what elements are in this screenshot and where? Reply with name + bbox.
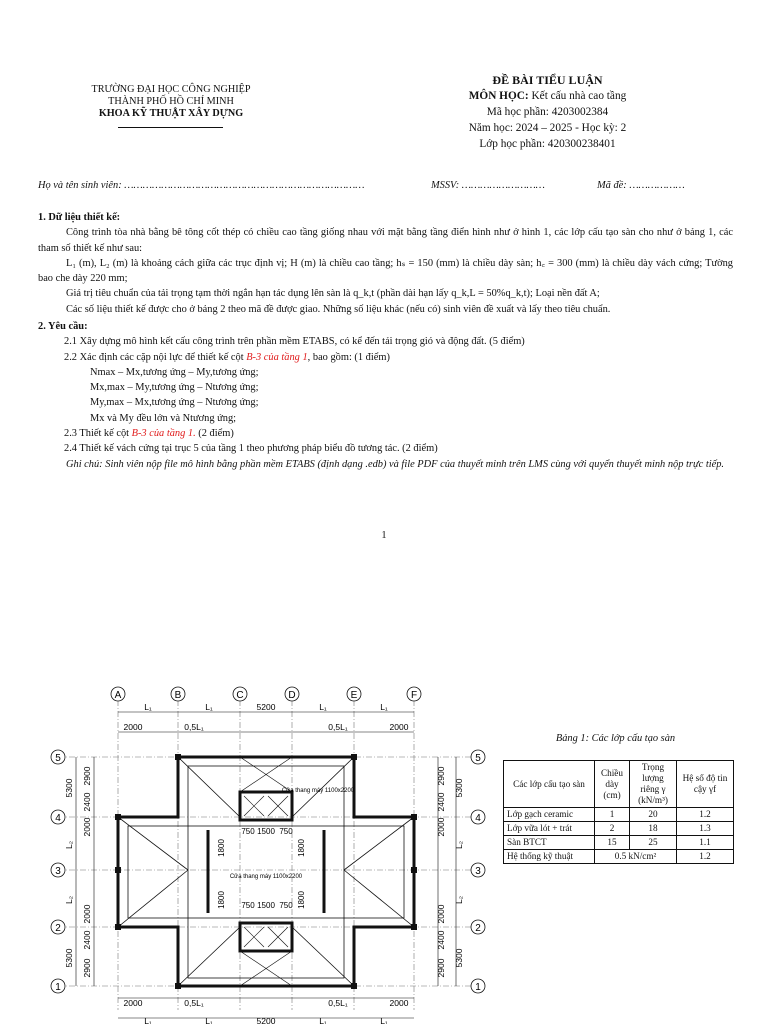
section1-paragraph4: Các số liệu thiết kế được cho ở bảng 2 theo mã đề được giao. Những số liệu khác (nếu có) sinh viên đề xuất và lấy theo tiêu chuẩn. <box>66 303 611 315</box>
force-pair-1: Nmax – Mx,tương ứng – My,tương ứng; <box>90 366 259 378</box>
bottom-span-1: L₁ <box>144 1016 152 1024</box>
left-dim-2900-bottom: 2900 <box>82 958 92 978</box>
top-offset-3: 0,5L₁ <box>328 722 348 732</box>
th-layer: Các lớp cấu tạo sàn <box>504 761 595 808</box>
core-dim-750-left-upper: 750 <box>241 827 255 836</box>
axis-2-left-label: 2 <box>55 923 61 934</box>
bottom-offset-4: 2000 <box>389 998 409 1008</box>
top-span-3: 5200 <box>256 702 276 712</box>
cell-layer: Lớp gạch ceramic <box>504 808 595 822</box>
axis-3-left-label: 3 <box>55 866 61 877</box>
left-dim-l2-lower: L₂ <box>64 895 74 905</box>
cell-layer: Hệ thống kỹ thuật <box>504 850 595 864</box>
axis-2-right-label: 2 <box>475 923 481 934</box>
top-offset-4: 2000 <box>389 722 409 732</box>
left-dim-5300-bottom: 5300 <box>64 948 74 968</box>
core-height-lower-left: 1800 <box>217 891 226 909</box>
axis-bubbles-top <box>111 687 421 701</box>
class-code: Lớp học phần: 420300238401 <box>479 138 616 150</box>
course-code: Mã học phần: 4203002384 <box>486 106 609 118</box>
requirement-2-4: 2.4 Thiết kế vách cứng tại trục 5 của tầng 1 theo phương pháp biểu đồ tương tác. (2 điểm) <box>64 443 438 455</box>
section1-paragraph3: Giá trị tiêu chuẩn của tải trọng tạm thời ngắn hạn tác dụng lên sàn là q_k,t (phần dài hạn lấy q_k,L = 50%q_k,t); Loại nền đất A; <box>66 288 600 300</box>
top-span-1: L₁ <box>144 702 152 712</box>
core-dim-750-left-lower: 750 <box>241 901 255 910</box>
requirement-2-1: 2.1 Xây dựng mô hình kết cấu công trình trên phần mềm ETABS, có kể đến tải trọng gió và động đất. (5 điểm) <box>64 336 525 348</box>
bottom-span-4: L₁ <box>319 1016 327 1024</box>
student-name-field[interactable]: Họ và tên sinh viên: …………………………………………………………………… <box>38 180 365 191</box>
force-pair-3: My,max – Mx,tương ứng – Ntương ứng; <box>90 397 259 409</box>
bottom-span-2: L₁ <box>205 1016 213 1024</box>
top-dimension-labels <box>124 702 409 1024</box>
axis-5-right-label: 5 <box>475 753 481 764</box>
subject-label: MÔN HỌC: <box>468 90 529 102</box>
exam-block <box>440 72 655 152</box>
bottom-span-3: 5200 <box>256 1016 276 1024</box>
left-dim-2900-top: 2900 <box>82 766 92 786</box>
axis-f-label: F <box>410 690 418 701</box>
cell-factor: 1.2 <box>677 850 734 864</box>
left-dim-2000-top: 2000 <box>82 817 92 837</box>
axis-a-label: A <box>114 690 122 701</box>
core-height-lower-right: 1800 <box>297 891 306 909</box>
bottom-offset-2: 0,5L₁ <box>184 998 204 1008</box>
section2-heading: 2. Yêu cầu: <box>38 321 88 332</box>
exam-title: ĐỀ BÀI TIỂU LUẬN <box>492 73 603 87</box>
force-pair-4: Mx và My đều lớn và Ntương ứng; <box>90 412 237 424</box>
cell-factor: 1.3 <box>677 822 734 836</box>
columns <box>115 754 417 989</box>
cell-layer: Lớp vữa lót + trát <box>504 822 595 836</box>
section1-paragraph1: Công trình tòa nhà bằng bê tông cốt thép có chiều cao tầng giống nhau với mặt bằng tầng điển hình như ở hình 1, các lớp cấu tạo sàn cho như ở bảng 1, các tham số thiết kế như sau: <box>38 227 733 254</box>
cell-weight: 18 <box>630 822 677 836</box>
axis-d-label: D <box>288 690 296 701</box>
axis-c-label: C <box>236 690 244 701</box>
cell-thickness: 2 <box>595 822 630 836</box>
school-name-line2: THÀNH PHỐ HỒ CHÍ MINH <box>108 96 234 107</box>
cell-weight: 20 <box>630 808 677 822</box>
requirement-2-2 <box>38 350 733 365</box>
bottom-span-5: L₁ <box>380 1016 388 1024</box>
core-dim-750-right-lower: 750 <box>279 901 293 910</box>
right-dim-l2-upper: L₂ <box>454 840 464 850</box>
section-design-data <box>38 210 733 317</box>
right-dim-2000-top: 2000 <box>436 817 446 837</box>
section1-heading: 1. Dữ liệu thiết kế: <box>38 212 121 223</box>
right-dim-l2-lower: L₂ <box>454 895 464 905</box>
axis-1-left-label: 1 <box>55 982 61 993</box>
top-span-4: L₁ <box>319 702 327 712</box>
table-row <box>504 836 734 850</box>
subject-line <box>440 88 655 104</box>
elevator-door-upper: Cửa thang máy 1100x2200 <box>281 788 355 794</box>
requirement-2-2-text: 2.2 Xác định các cặp nội lực để thiết kế cột <box>64 351 247 363</box>
core-dim-1500-lower: 1500 <box>257 901 275 910</box>
column-b3-ref-2: B-3 của tầng 1. <box>131 428 196 440</box>
left-dim-5300-top: 5300 <box>64 778 74 798</box>
cell-weight: 25 <box>630 836 677 850</box>
school-block <box>55 84 287 120</box>
core-height-upper-right: 1800 <box>297 839 306 857</box>
requirement-2-2-points: , bao gồm: (1 điểm) <box>307 351 390 363</box>
school-year: Năm học: 2024 – 2025 - Học kỳ: 2 <box>468 122 627 134</box>
table-row <box>504 850 734 864</box>
table1-caption: Bảng 1: Các lớp cấu tạo sàn <box>555 733 676 744</box>
left-dim-2000-bottom: 2000 <box>82 904 92 924</box>
table-row <box>504 808 734 822</box>
right-dim-5300-top: 5300 <box>454 778 464 798</box>
cell-layer: Sàn BTCT <box>504 836 595 850</box>
core-dim-1500-upper: 1500 <box>257 827 275 836</box>
th-unit-weight: Trọng lượng riêng γ (kN/m³) <box>630 761 677 808</box>
cell-factor: 1.1 <box>677 836 734 850</box>
column-b3-ref: B-3 của tầng 1 <box>246 351 308 363</box>
right-dim-5300-bottom: 5300 <box>454 948 464 968</box>
bottom-offset-1: 2000 <box>123 998 143 1008</box>
page-number: 1 <box>381 530 387 541</box>
submission-note: Ghi chú: Sinh viên nộp file mô hình bằng phần mềm ETABS (định dạng .edb) và file PDF của thuyết minh trên LMS cùng với quyển thuyết minh nộp trực tiếp. <box>66 458 724 470</box>
elevator-door-lower: Cửa thang máy 1100x2200 <box>229 874 303 880</box>
faculty-name: KHOA KỸ THUẬT XÂY DỰNG <box>98 108 244 119</box>
th-thickness: Chiều dày (cm) <box>595 761 630 808</box>
right-dim-2000-bottom: 2000 <box>436 904 446 924</box>
left-dim-2400-top: 2400 <box>82 792 92 812</box>
axis-3-right-label: 3 <box>475 866 481 877</box>
cell-tech-load: 0.5 kN/cm² <box>595 850 677 864</box>
top-span-2: L₁ <box>205 702 213 712</box>
subject-name: Kết cấu nhà cao tầng <box>531 90 627 102</box>
right-dim-2900-top: 2900 <box>436 766 446 786</box>
axis-e-label: E <box>350 690 358 701</box>
student-id-field[interactable]: MSSV: ……………………… <box>431 180 545 191</box>
floor-layers-table <box>503 760 734 864</box>
axis-b-label: B <box>174 690 182 701</box>
th-reliability: Hệ số độ tin cậy γf <box>677 761 734 808</box>
right-dim-2900-bottom: 2900 <box>436 958 446 978</box>
left-dim-l2-upper: L₂ <box>64 840 74 850</box>
right-dim-2400-bottom: 2400 <box>436 930 446 950</box>
core-dim-750-right-upper: 750 <box>279 827 293 836</box>
table-row <box>504 822 734 836</box>
cell-thickness: 1 <box>595 808 630 822</box>
table-header-row <box>504 761 734 808</box>
top-offset-1: 2000 <box>123 722 143 732</box>
left-dim-2400-bottom: 2400 <box>82 930 92 950</box>
cell-factor: 1.2 <box>677 808 734 822</box>
axis-1-right-label: 1 <box>475 982 481 993</box>
axis-5-left-label: 5 <box>55 753 61 764</box>
requirement-2-3-points: (2 điểm) <box>195 428 234 440</box>
exam-code-field[interactable]: Mã đề: ……………… <box>597 180 685 191</box>
section1-paragraph2: L₁ (m), L₂ (m) là khoảng cách giữa các trục định vị; H (m) là chiều cao tầng; hₛ = 150 (mm) là chiều dày sàn; h꜀ = 300 (mm) là chiều dày vách cứng; Tường bao che dày 220 mm; <box>38 257 733 285</box>
school-name-line1: TRƯỜNG ĐẠI HỌC CÔNG NGHIỆP <box>91 84 251 95</box>
section-requirements <box>38 319 733 472</box>
axis-4-left-label: 4 <box>55 813 61 824</box>
top-offset-2: 0,5L₁ <box>184 722 204 732</box>
right-dim-2400-top: 2400 <box>436 792 446 812</box>
header-divider <box>118 127 223 128</box>
requirement-2-3-text: 2.3 Thiết kế cột <box>64 428 132 440</box>
floor-plan-drawing <box>38 680 498 1024</box>
axis-4-right-label: 4 <box>475 813 481 824</box>
top-span-5: L₁ <box>380 702 388 712</box>
core-height-upper-left: 1800 <box>217 839 226 857</box>
bottom-offset-3: 0,5L₁ <box>328 998 348 1008</box>
cell-thickness: 15 <box>595 836 630 850</box>
requirement-2-3 <box>38 426 733 441</box>
core-dimension-labels <box>217 827 306 910</box>
force-pair-2: Mx,max – My,tương ứng – Ntương ứng; <box>90 382 259 394</box>
